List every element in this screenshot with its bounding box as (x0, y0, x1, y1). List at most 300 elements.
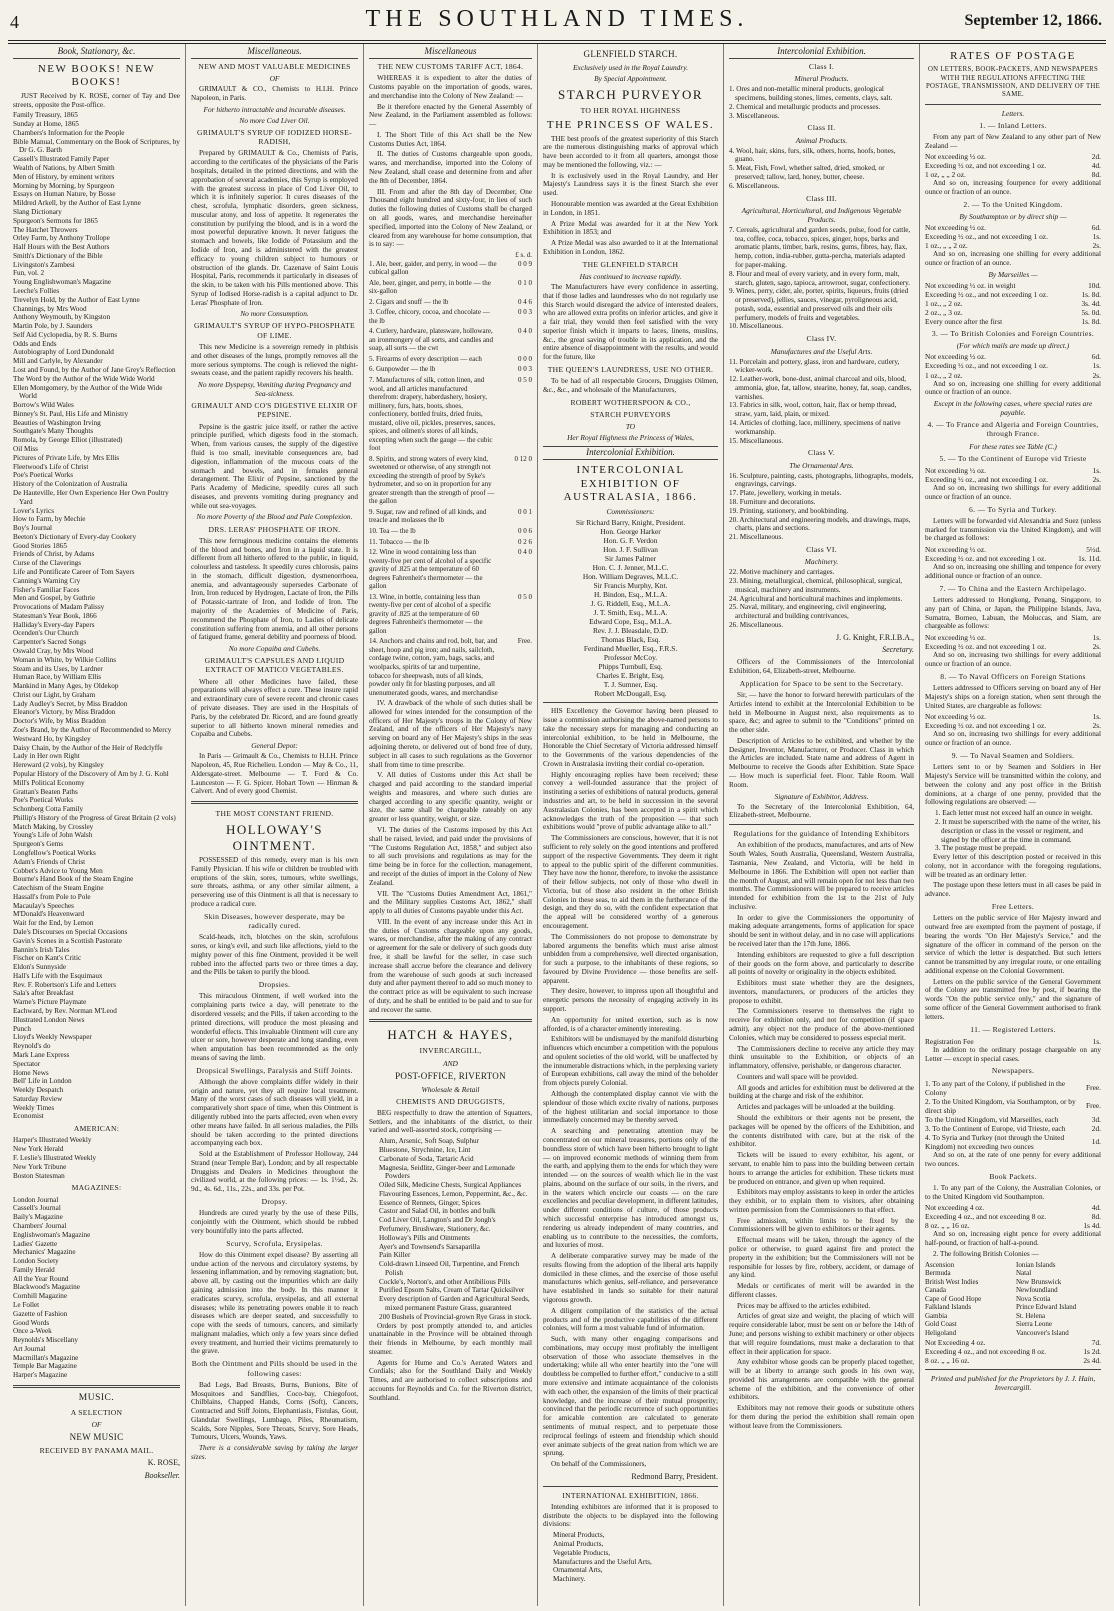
exhibition-text: The Commissioners are conscious, however, that it is not sufficient to rely solely on the good intentions and proffered support of the respective Governments. They deem it right to appeal to the public spirit of the different communities. They have now the honor, therefore, to invoke the assistance of their fellow subjects, not only of those who dwell in Victoria, but of those also resident in the other British Colonies in these seas, to aid them in the furtherance of the design, and they do so, with the confident expectation that the appeal will be considered worthy of a generous encouragement. (543, 834, 718, 930)
column-classes (724, 44, 920, 1606)
maker: ROBERT WOTHERSPOON & CO., (570, 397, 691, 407)
tariff-rate: 0 0 3 (518, 308, 532, 317)
rate-heading: Book Packets. (989, 1171, 1037, 1181)
list-item: Southgate's Many Thoughts (13, 427, 94, 436)
ad-text: Honourable mention was awarded at the Great Exhibition in London, in 1851. (543, 200, 718, 217)
list-item: Hon. J. F. Sullivan (603, 544, 658, 554)
rate-text: Letters addressed to Officers serving on board any of Her Majesty's ships on a foreign station, when sent through the United States, are chargeable as follows: (925, 684, 1101, 710)
list-item: 20. Architectural and engineering models, and drawings, maps, charts, plans and sections. (729, 515, 911, 533)
section-header: Intercolonial Exhibition. (543, 446, 718, 460)
list-item: Oil Miss (13, 445, 38, 454)
rate-label: To the United Kingdom, vid Marseilles, each (925, 1114, 1059, 1124)
rate-row (925, 1079, 1101, 1097)
list-item: London Journal (13, 1195, 59, 1204)
tariff-item: 5. Firearms of every description — each (369, 354, 482, 363)
ad-text: Scald-heads, itch, blotches on the skin, scrofulous sores, or king's evil, and such like affections, yield to the mighty power of this fine Ointment, provided it be well rubbed into the affected parts two or three times a day, and the Pills be taken to purify the blood. (191, 933, 358, 977)
list-item: Magnesia, Seidlitz, Ginger-beer and Lemonade Powders (379, 1163, 515, 1181)
exhibition-text: Intending exhibitors are informed that it is proposed to distribute the objects to be displayed into the following divisions: (543, 1502, 718, 1529)
act-text: V. All duties of Customs under this Act shall be charged and paid according to the standard imperial weights and measures, and where such duties are charged according to any specific quantity, weight or size, the same shall be chargeable rateably on any greater or less quantity, weight, or size. (369, 771, 532, 824)
act-text: I. The Short Title of this Act shall be the New Customs Duties Act, 1864. (369, 130, 532, 148)
form-text: Description of Articles to be exhibited, and whether by the Designer, Inventor, Manufacturer, or Producer. Class in which the Articles are included. State name and address of Agent in Melbourne to receive the Goods after Exhibition. State Space — How much is superficial feet. Floor. Table Room. Wall Room. (729, 736, 914, 789)
list-item: Romola, by George Elliot (illustrated) (13, 436, 123, 445)
tariff-row (369, 455, 532, 508)
signature-title: Bookseller. (144, 1470, 180, 1480)
rate-table (925, 152, 1101, 179)
rate-value: 2s. (1092, 721, 1101, 731)
rate-label: Not exceeding ½ oz. (925, 545, 986, 555)
rate-table (925, 712, 1101, 730)
list-item: 11. Porcelain and pottery, glass, iron and hardware, cutlery, wicker-work. (729, 357, 900, 375)
list-item: Manufactures and the Useful Arts, (553, 1557, 652, 1566)
column-books (8, 44, 186, 1606)
section-label: Letters. (1001, 108, 1025, 118)
ad-note: There is a considerable saving by taking the larger sizes. (191, 1444, 358, 1461)
rate-row (925, 1356, 1101, 1365)
tariff-item: 10. Tea — the lb (369, 527, 416, 535)
tariff-item: 14. Anchors and chains and rod, bolt, bar, and sheet, hoop and pig iron; and nails, sailcloth, cordage twine, cotton, yarn, bags, sacks, and woolpacks, spirits of tar and turpentine, tobacco for sheepwash, nuts of all kinds, powder only fit for blasting purposes, and all unenumerated goods, wares, and merchandise (369, 637, 498, 697)
ad-line: OF (269, 74, 280, 84)
list-item: In order to give the Commissioners the opportunity of making adequate arrangements, forms of application for space should be sent in without delay, and in no case will applications be received later than the 17th June, 1866. (729, 913, 914, 948)
list-item: Cod Liver Oil, Langton's and Dr Jongh's (379, 1216, 496, 1225)
list-item: 2. It must be superscribed with the name of the writer, his description or class in the vessel or regiment, and signed by the officer at the time in command. (935, 817, 1101, 844)
list-item: Temple Bar Magazine (13, 1362, 77, 1371)
list-item: Boy's Journal (13, 524, 53, 533)
subheading: Both the Ointment and Pills should be used in the following cases: (191, 1359, 358, 1378)
tariff-row (369, 593, 532, 638)
product-heading: GRIMAULT'S CAPSULES AND LIQUID EXTRACT OF MATICO VEGETABLES. (204, 656, 345, 675)
rate-value: 7d. (1091, 1337, 1101, 1347)
list-item: Zoe's Brand, by the Author of Recommended to Mercy (13, 726, 172, 735)
list-item: Purified Epsom Salts, Cream of Tartar Quicksilver (379, 1286, 525, 1295)
exhibition-text: They desire, however, to impress upon all thoughtful and energetic persons the necessity of engaging actively in its support. (543, 987, 718, 1014)
ad-text: POSSESSED of this remedy, every man is his own Family Physician. If his wife or children be troubled with eruptions of the skin, sores, tumours, white swellings, sore throats, asthma, or any other similar ailment, a persevering use of this Ointment is all that is necessary to produce a radical cure. (191, 856, 358, 908)
tariff-rate: 0 0 0 (518, 354, 532, 363)
note: No more Consumption. (240, 309, 309, 319)
list-item: 6. Miscellaneous. (729, 181, 780, 190)
list-item: Mark Lane Express (13, 1050, 70, 1059)
currency-header: £ s. d. (515, 251, 532, 260)
rate-value: 1s. (1092, 361, 1101, 371)
rate-heading: 7. — To China and the Eastern Archipelago. (939, 583, 1087, 593)
list-item: 23. Mining, metallurgical, chemical, philosophical, surgical, musical, machinery and instruments. (729, 576, 903, 594)
signature: J. G. Knight, F.R.I.B.A., (835, 632, 914, 642)
list-item: Boston Statesman (13, 1171, 65, 1180)
column-header: Intercolonial Exhibition. (729, 46, 914, 59)
list-item: Cornhill Magazine (13, 1292, 68, 1301)
rate-row (925, 466, 1101, 475)
rate-value: 1s. 8d. (1081, 290, 1101, 300)
exhibition-text: Exhibitors will be undismayed by the manifold disturbing influences which encumber a competition with the populous and opulent societies of the old world, will be unaffected by the innumerable distractions which, in the perplexing variety of European exhibitions, call away the mind of the beholder from objects purely Colonial. (543, 1035, 718, 1088)
rate-row (925, 1338, 1101, 1347)
rate-table (925, 352, 1101, 379)
tariff-item: 11. Tobacco — the lb (369, 537, 429, 546)
list-item: 25. Naval, military, and engineering, civil engineering, architectural and building contrivances, (729, 603, 887, 621)
tariff-row (369, 260, 532, 279)
list-item: Animal Products, (553, 1539, 604, 1548)
rate-row (925, 1115, 1101, 1124)
rate-label: 8 oz. „ „ 16 oz. (925, 1221, 970, 1231)
rate-sub: By Southampton or by direct ship — (959, 212, 1067, 222)
list-item: Lady in Her own Right (13, 752, 80, 761)
list-item: Lover's Lyrics (13, 506, 55, 515)
column-header: Miscellaneous. (191, 46, 358, 59)
list-item: Robert McDougall, Esq. (594, 689, 667, 699)
rate-label: Exceeding 4 oz., and not exceeding 8 oz. (925, 1212, 1047, 1222)
exhibition-title: INTERCOLONIAL EXHIBITION OF AUSTRALASIA, 1866. (563, 464, 698, 504)
rate-label: Not exceeding ½ oz. (925, 223, 986, 233)
rate-label: 2. To the United Kingdom, via Southampton, or by direct ship (925, 1096, 1076, 1115)
list-item: Binney's St. Paul, His Life and Ministry (13, 409, 129, 418)
list-item: 17. Plate, jewellery, working in metals. (729, 489, 842, 498)
issue-date: September 12, 1866. (964, 12, 1102, 29)
rate-table (925, 1079, 1101, 1151)
rate-value: 2d. (1091, 1123, 1101, 1133)
rate-table (925, 466, 1101, 484)
list-item: Castor and Salad Oil, in bottles and bulk (379, 1207, 496, 1216)
list-item: Essence of Rennets, Ginger, Spices (379, 1198, 481, 1207)
tariff-rate: 0 5 0 (518, 592, 532, 601)
rate-value: 1s. (1092, 633, 1101, 643)
list-item: New Brunswick (1016, 1277, 1062, 1286)
rate-text: And so on, at the rate of one penny for every additional two ounces. (925, 1150, 1101, 1168)
ad-line: Exclusively used in the Royal Laundry. (573, 62, 688, 72)
divider (925, 1369, 1101, 1370)
list-item: Edward Cope, Esq., M.L.A. (589, 616, 672, 626)
rate-label: Not exceeding ½ oz. (925, 352, 986, 362)
list-item: Hon. G. F. Verdon (603, 535, 658, 545)
column-medicines (186, 44, 364, 1606)
list-item: An exhibition of the products, manufactures, and arts of New South Wales, South Australia, Queensland, Western Australia, Tasmania, New Zealand, and Victoria, will be held in Melbourne in 1866. The Exhibition will open not earlier than the month of August, and will remain open for not less than two months. The Commissioners will be prepared to receive articles intended for exhibition from the 1st to the 21st of July inclusive. (729, 841, 914, 911)
rate-row (925, 371, 1101, 380)
rate-value: 1d. (1091, 1137, 1101, 1147)
rate-row (925, 1221, 1101, 1230)
list-item: Eldon's Sunnyside (13, 963, 67, 972)
list-item: Chambers' Journal (13, 1221, 67, 1230)
list-item: Christ our Light, by Graham (13, 690, 96, 699)
act-text: IV. A drawback of the whole of such duties shall be allowed for wines intended for the consumption of the officers of Her Majesty's troops in the Colony of New Zealand, and of the officers of Her Majesty's navy serving on board any of Her Majesty's ships in the seas adjoining thereto, or delivered out of bond free of duty, subject in all cases to such regulations as the Governor shall from time to time prescribe. (369, 699, 532, 769)
tariff-item: Ale, beer, ginger, and perry, in bottle — the six-gallon (369, 278, 491, 296)
list-item: 22. Motive machinery and carriages. (729, 568, 835, 577)
ad-title: THE MOST CONSTANT FRIEND. (215, 809, 334, 819)
ad-line: By Special Appointment. (594, 74, 667, 83)
rate-heading: 11. — Registered Letters. (970, 1024, 1056, 1034)
rate-label: 1 oz., „ 2 oz. (925, 299, 963, 309)
list-item: Prince Edward Island (1016, 1303, 1077, 1312)
act-title: THE NEW CUSTOMS TARIFF ACT, 1864. (377, 61, 524, 71)
list-item: Grattan's Beaten Paths (13, 787, 78, 796)
rate-value: 2d. (1091, 152, 1101, 162)
list-item: Flavouring Essences, Lemon, Peppermint, &c., &c. (379, 1189, 528, 1198)
list-item: 4. Wool, hair, skins, furs, silk, others, horns, hoofs, bones, guano. (729, 146, 896, 164)
list-item: Cobbet's Advice to Young Men (13, 866, 103, 875)
ad-text: A Prize Medal was also awarded to it at the International Exhibition in London, 1862. (543, 239, 718, 256)
list-item: Punch (13, 1024, 31, 1033)
ad-text: Agents for Hume and Co.'s Aerated Waters and Cordials; also for the Southland Daily and Weekly Times, and are authorised to collect subscriptions and accounts for Reynolds and Co. for the Riverton district, Southland. (369, 1358, 532, 1402)
list-item: Reynolds's Miscellany (13, 1336, 78, 1345)
section-heading: MAGAZINES: (71, 1183, 122, 1193)
rate-label: 1 oz., „ „ 2 oz. (925, 241, 968, 251)
column-starch-exhibition (538, 44, 724, 1606)
list-item: Statesman's Year Book, 1866 (13, 611, 97, 620)
list-item: Holloway's Pills and Ointments (379, 1233, 470, 1242)
rate-value: 8d. (1091, 170, 1101, 180)
ad-text: This miraculous Ointment, if well worked into the complaining parts twice a day, will penetrate to the disordered vessels; and the Pills, if taken according to the printed directions, will produce the most pleasing and wonderful effects. This invaluable Ointment will cure any ulcer or sore, however desperate and long standing, even when amputation has been recommended as the only means of saving the limb. (191, 992, 358, 1062)
list-item: Bourne's Hand Book of the Steam Engine (13, 875, 134, 884)
tariff-rate: 0 5 0 (518, 375, 532, 384)
list-item: Cold-drawn Linseed Oil, Turpentine, and French Polish (379, 1260, 520, 1277)
rate-label: Not Exceeding 4 oz. (925, 1337, 986, 1347)
list-item: Halliday's Every-day Papers (13, 620, 95, 629)
list-item: Hassall's from Pole to Pole (13, 892, 91, 901)
rate-label: Registration Fee (925, 1036, 974, 1046)
list-item: Le Follet (13, 1300, 40, 1309)
list-item: Macmillan's Magazine (13, 1353, 79, 1362)
list-item: Human Race, by William Ellis (13, 673, 102, 682)
rate-value: 10d. (1088, 281, 1101, 290)
list-item: 24. Agricultural and horticultural machines and implements. (729, 594, 903, 603)
list-item: Saturday Review (13, 1094, 63, 1103)
product-text: Prepared by GRIMAULT & Co., Chemists of Paris, according to the certificates of the physicians of the Paris hospitals, detailed in the printed directions, and with the approbation of several academies, this Syrup is employed with the greatest success in place of Cod Liver Oil, to which it is infinitely superior. It cures diseases of the chest, scrofula, lymphatic disorders, green sickness, muscular atony, and loss of appetite. It regenerates the constitution by purifying the blood, and is in a word the most powerful depurative known. It never fatigues the stomach and bowels, like Iodide of Potassium and the Iodide of Iron, and is administered with the greatest efficacy to young children subject to humours or obstruction of the glands. Dr. Cazenave of Saint Louis Hospital, Paris, recommends it particularly in diseases of the skin, to be taken with his Pills mentioned above. This Syrup of Iodised Horse-radish is a capital adjunct to Dr. Leras' Phosphate of Iron. (191, 149, 358, 307)
divider (729, 824, 914, 825)
list-item: Beeton's Dictionary of Every-day Cookery (13, 532, 137, 541)
tariff-row (369, 298, 532, 309)
book-list (13, 111, 180, 1121)
tariff-rate: 0 12 0 (514, 454, 532, 463)
rate-value: 1s. (1092, 232, 1101, 242)
list-item: Young's Life of John Walsh (13, 831, 93, 840)
list-item: 200 Bushels of Provincial-grown Rye Grass in stock. (379, 1312, 532, 1321)
tariff-item: 8. Spirits, and strong waters of every kind, sweetened or otherwise, of any strength not exceeding the strength of proof by Syke's hydrometer, and so on in proportion for any greater strength than the strength of proof — the gallon (369, 454, 495, 506)
list-item: Hereward (2 vols), by Kingsley (13, 761, 104, 770)
list-item: Sir James Palmer (604, 553, 657, 563)
list-item: 26. Miscellaneous. (729, 620, 784, 629)
rate-heading: 1. — Inland Letters. (979, 120, 1047, 130)
product-text: This new ferruginous medicine contains the elements of the blood and bones, and Iron in a liquid state. It is different from all hitherto offered to the public, in liquid, colourless and tasteless. It speedily cures chlorosis, pains in the stomach, difficult digestion, dysmenorrhoea, anemia, and advantageously supersedes Carbonate of Iron, Iron reduced by Hydrogen, Lactate of Iron, the Pills of Potassic-tartrate of Iron, and Iodide of Iron. The majority of the Academies of Medicine of Paris, recommend the Phosphate of Iron, to Ladies of delicate constitution suffering from anemia, and all other persons of fatigued frame, general debility and poorness of blood. (191, 536, 358, 642)
list-item: Any exhibitor whose goods can be properly placed together, will be at liberty to arrange such goods in his own way, provided his arrangements are compatible with the general scheme of the exhibition, and the convenience of other exhibitors. (729, 1358, 914, 1402)
list-item: Lloyd's Weekly Newspaper (13, 1033, 92, 1042)
list-item: 13. Fabrics in silk, wool, cotton, hair, flax or hemp thread, straw, yarn, laid, plain, or mixed. (729, 401, 897, 419)
list-item: Men of History, by eminent writers (13, 172, 115, 181)
exhibition-text: Highly encouraging replies have been received; these convey a well-founded assurance that the project of instituting a series of exhibitions of natural products, general industries and art, to be held in succession in the several Australasian Colonies, has been accepted in a spirit which acknowledges the truth of the proposition — that such exhibitions would "prove of public advantage alike to all." (543, 770, 718, 832)
list-item: Phillip's History of the Progress of Great Britain (2 vols) (13, 813, 176, 822)
list-item: Exhibitors must state whether they are the designers, inventors, manufacturers, or producers of the articles they propose to exhibit. (729, 979, 914, 1005)
divider (925, 104, 1101, 105)
rate-row (925, 361, 1101, 370)
rate-text: For these rates see Table (C.) (969, 441, 1057, 451)
class-heading: Class III. (806, 193, 837, 203)
list-item: 21. Miscellaneous. (729, 533, 784, 542)
list-item: Match Making, by Crossley (13, 822, 94, 831)
list-item: Counters and wall space will be provided. (737, 1072, 858, 1081)
rate-row (925, 223, 1101, 232)
ad-title: GLENFIELD STARCH. (583, 49, 678, 59)
list-item: Carbonate of Soda, Tartaric Acid (379, 1154, 474, 1163)
exhibition-text: On behalf of the Commissioners, (551, 1460, 647, 1469)
list-item: Spurgeon's Gems (13, 840, 64, 849)
list-item: 8. Flour and meal of every variety, and in every form, malt, starch, gluten, sago, tapioca, arrowroot, sugar, confectionery. (729, 269, 911, 287)
list-item: British West Indies (925, 1277, 979, 1286)
column-header: Book, Stationary, &c. (13, 46, 180, 59)
class-heading: Class VI. (806, 544, 837, 554)
list-item: Fisher's Familiar Faces (13, 585, 80, 594)
ad-line: CHEMISTS AND DRUGGISTS, (396, 1096, 505, 1106)
rate-value: 5s. 0d. (1081, 308, 1101, 318)
tariff-row (369, 308, 532, 327)
tariff-item: 13. Wine, in bottle, containing less than twenty-five per cent of alcohol of a specific gravity of .825 at the temperature of 60 degrees Fahrenheit's thermometer — the gallon (369, 592, 492, 635)
rate-label: Exceeding ½ oz. and not exceeding 1 oz. (925, 721, 1047, 731)
postage-subtitle: ON LETTERS, BOOK-PACKETS, AND NEWSPAPERS WITH THE REGULATIONS AFFECTING THE POSTAGE, TRANSMISSION, AND DELIVERY OF THE SAME. (925, 66, 1101, 99)
list-item: Natal (1016, 1269, 1032, 1278)
class-list (729, 358, 914, 446)
rate-label: Exceeding ½ oz., and not exceeding 1 oz. (925, 232, 1048, 242)
tariff-rate: 0 4 0 (518, 327, 532, 336)
list-item: Vegetable Products, (553, 1548, 611, 1557)
music-heading: MUSIC. (78, 1393, 115, 1403)
ad-title-large: THE PRINCESS OF WALES. (546, 119, 715, 132)
list-item: Essays on Human Nature, by Bosse (13, 190, 116, 199)
list-item: Orley Farm, by Anthony Trollope (13, 234, 110, 243)
list-item: Thomas Black, Esq. (600, 635, 661, 645)
list-item: Daisy Chain, by the Author of the Heir of Redclyffe (13, 743, 163, 752)
rate-heading: 9. — To Naval Seamen and Soldiers. (951, 751, 1075, 760)
act-text: VI. The duties of the Customs imposed by this Act shall be raised, levied, and paid under the provisions of "The Customs Regulation Act, 1858," and subject also to all such provisions and regulations as may for the time being be in force for the collection, management, and receipt of the duties of import in the Colony of New Zealand. (369, 826, 532, 887)
rate-label: 4. To Syria and Turkey (not through the United Kingdom) not exceeding two ounces (925, 1132, 1065, 1151)
tariff-row (369, 376, 532, 455)
list-item: The Word by the Author of the Wide Wide World (13, 374, 155, 383)
list-item: Economist (13, 1112, 44, 1121)
rate-label: 1 oz., „ 2 oz. (925, 370, 963, 380)
divider (369, 1019, 532, 1022)
list-item: 18. Furniture and decorations. (729, 497, 816, 506)
rate-label: Exceeding ½ oz., and not exceeding 1 oz. (925, 361, 1048, 371)
list-item: Beauties of Washington Irving (13, 418, 101, 427)
list-item: Articles of great size and weight, the placing of which will require considerable labor, must be sent on or before the 14th of June; and persons wishing to exhibit machinery or other objects that will require foundations, must make a declaration to that effect in their application for space. (729, 1312, 914, 1356)
rate-table (925, 545, 1101, 563)
ad-text: A Prize Medal was awarded for it at the New York Exhibition in 1853; and (543, 219, 718, 237)
list-item: All goods and articles for exhibition must be delivered at the building at the charge and risk of the exhibitor. (729, 1083, 914, 1101)
rate-text: Letters addressed to Hongkong, Penang, Singapore, to any part of China, or Japan, the Philippine Islands, Java, Sumatra, Borneo, Labuan, the Moluccas, and Siam, are chargeable as follows: (925, 596, 1101, 631)
list-item: Bluestone, Strychnine, Ice, Lint (379, 1145, 471, 1154)
tariff-rate: 0 0 6 (518, 527, 532, 535)
list-item: St. Helena (1016, 1311, 1046, 1320)
tariff-row (369, 637, 532, 699)
list-item: Family Treasury, 1865 (13, 111, 78, 120)
act-text: VII. The "Customs Duties Amendment Act, 1861," and the Military supplies Customs Act, 1862," shall apply to all duties of Customs payable under this Act. (369, 889, 532, 916)
ad-text: Although the above complaints differ widely in their origin and nature, yet they all require local treatment. Many of the worst cases of such diseases will yield, in a comparatively short space of time, when this Ointment is diligently rubbed into the parts affected, even when every other means have failed. In all serious maladies, the Pills should be taken according to the printed directions accompanying each box. (191, 1077, 358, 1148)
ad-text: Bad Legs, Bad Breasts, Burns, Bunions, Bite of Mosquitoes and Sandflies, Coco-bay, Chiegofoot, Chilblains, Chapped Hands, Corns (Soft), Cancers, Contracted and Stiff Joints, Elephantiasis, Fistulas, Gout, Glandular Swellings, Lumbago, Piles, Rheumatism, Scalds, Sore Nipples, Sore Throats, Scurvy, Sore Heads, Tumours, Ulcers, Wounds, Yaws. (191, 1380, 358, 1442)
list-item: Medals or certificates of merit will be awarded in the different classes. (729, 1282, 914, 1299)
list-item: Martin Pole, by J. Saunders (13, 322, 93, 331)
subheading: THE QUEEN'S LAUNDRESS, USE NO OTHER. (547, 365, 714, 375)
list-item: Self Aid Cyclopedia, by R. S. Burns (13, 330, 118, 339)
rate-label: Exceeding 4 oz., and not exceeding 8 oz. (925, 1346, 1047, 1356)
list-item: Intending exhibitors are requested to give a full description of their goods on the form above, and particularly to describe all points of novelty or originality in the objects exhibited. (729, 950, 914, 977)
class-heading: Class II. (807, 123, 836, 133)
list-item: Provocations of Madam Palissy (13, 603, 105, 612)
column-tariff (364, 44, 538, 1606)
list-item: Westward Ho, by Kingsley (13, 734, 91, 743)
tariff-rate: 0 0 9 (518, 259, 532, 268)
rate-value: 2s. (1092, 241, 1101, 251)
magazine-list (13, 1196, 180, 1380)
rate-text: And so on, increasing one shilling for every additional ounce or fraction of an ounce. (925, 250, 1101, 268)
ad-title: HATCH & HAYES, (387, 1027, 514, 1043)
columns (8, 43, 1106, 1606)
list-item: Life and Pontificate Career of Tom Sayers (13, 567, 135, 576)
rate-value: 1s. (1092, 465, 1101, 475)
rate-row (925, 554, 1101, 563)
list-item: Steam and its Uses, by Lardner (13, 664, 103, 673)
list-item: Baily's Magazine (13, 1213, 63, 1222)
rate-value: 2s 4d. (1083, 1355, 1101, 1365)
list-item: Illustrated London News (13, 1015, 85, 1024)
rate-row (925, 299, 1101, 308)
tariff-rate: Free. (517, 637, 532, 646)
class-subheading: Machinery. (804, 557, 839, 567)
rate-label: Exceeding ½ oz., and not exceeding 1 oz. (925, 474, 1048, 484)
rate-row (925, 1347, 1101, 1356)
list-item: Adam's Friends of Christ (13, 857, 86, 866)
subheading: Application for Space to be sent to the Secretary. (739, 678, 904, 688)
tariff-item: 3. Coffee, chicory, cocoa, and chocolate — the lb (369, 308, 490, 325)
exhibition-text: The Commissioners do not propose to demonstrate by labored arguments the benefits which must arise almost unbidden from a comprehensive, well directed organisation, for such a purpose, to the inhabitants of these regions, so favoured by Divine Providence — those benefits are self-apparent. (543, 932, 718, 985)
list-item: London Society (13, 1257, 59, 1266)
list-item: Odds and Ends (13, 339, 57, 348)
list-item: Perfumery, Brushware, Stationery, &c. (379, 1224, 491, 1233)
list-item: Pictures of Private Life, by Mrs Ellis (13, 453, 119, 462)
ad-tagline: For hitherto intractable and incurable diseases. (203, 104, 346, 114)
class-list (729, 226, 914, 331)
rate-heading: Newspapers. (991, 1066, 1035, 1076)
tariff-item: 12. Wine in wood containing less than twenty-five per cent of alcohol of a specific gravity of .825 at the temperature of 60 degrees Fahrenheit's thermometer — the gallon (369, 548, 492, 591)
list-item: Sir Francis Murphy, Knt. (593, 580, 668, 590)
list-item: Slang Dictionary (13, 207, 62, 216)
note: No more Dyspepsy, Vomiting during Pregnancy and Sea-sickness. (197, 380, 352, 399)
list-item: Curse of the Claverings (13, 559, 82, 568)
list-item: Reynold's do (13, 1042, 51, 1051)
ad-title-large: HOLLOWAY'S OINTMENT. (225, 822, 324, 854)
list-item: The Commissioners decline to receive any article they may think unsuitable to the Exhibition, or objects of an inflammatory, offensive, perishable, or dangerous character. (729, 1044, 914, 1071)
rate-value: 2s. (1092, 474, 1101, 484)
act-text: Be it therefore enacted by the General Assembly of New Zealand, in the Parliament assembled as follows: — (369, 102, 532, 129)
maker: Her Royal Highness the Princess of Wales, (567, 433, 694, 443)
rate-heading: 5. — To the Continent of Europe vid Trieste (939, 453, 1087, 463)
list-item: Englishwoman's Magazine (13, 1230, 91, 1239)
rate-table (925, 1338, 1101, 1365)
rate-table (925, 1203, 1101, 1230)
maker: TO (625, 422, 636, 432)
exhibition-text: A diligent compilation of the statistics of the actual products and of the productive capabilities of the different colonies, will form a most valuable fund of information. (543, 1306, 718, 1333)
list-item: Bermuda (925, 1269, 951, 1278)
rate-row (925, 1203, 1101, 1212)
divider (191, 801, 358, 804)
rate-text: Every letter of this description posted or received in this colony, not in accordance with the foregoing regulations, will be treated as an ordinary letter. (925, 853, 1101, 879)
list-item: Lost and Found, by the Author of Jane Grey's Reflection (13, 366, 176, 374)
list-item: Tickets will be issued to every exhibitor, his agent, or servant, to enable him to pass into the building between certain hours to arrange the articles for exhibition. These tickets must be produced on entrance, and given up when required. (729, 1151, 914, 1186)
rate-label: 8 oz. „ „ 16 oz. (925, 1355, 970, 1365)
product-text: This new Medicine is a sovereign remedy in phthisis and other diseases of the lungs, promptly removes all the more serious symptoms. The cough is relieved the night-sweats cease, and the patient rapidly recovers his health. (191, 342, 358, 378)
list-item: 7. Cereals, agricultural and garden seeds, pulse, food for cattle, tea, coffee, coca, tobacco, spices, ginger, hops, barks and aromatic plants, timber, bark, resins, gums, fibres, hay, flax, hemp, cotton, india-rubber, gutta-percha, materials adapted for paper-making. (729, 225, 911, 269)
list-item: Half Hours with the Best Authors (13, 243, 110, 252)
list-item: Channings, by Mrs Wood (13, 304, 87, 313)
rate-heading: Free Letters. (991, 901, 1035, 911)
list-item: Trevelyn Hold, by the Author of East Lynne (13, 295, 140, 304)
list-item: Cassell's Illustrated Family Paper (13, 155, 110, 164)
class-list (729, 568, 914, 629)
depot-text: In Paris — Grimault & Co., Chemists to H.I.H. Prince Napoleon, 45, Rue Richelieu. London — May & Co., 11, Aldersgate-street. Melbourne — T. Ford & Co. Launceston — F. G. Spicer. Hobart Town — Hinman & Calvert. And of every good Chemist. (191, 752, 358, 796)
rate-label: Exceeding ½ oz., and not exceeding 1 oz. (925, 290, 1048, 300)
list-item: Canning's Warning Cry (13, 576, 81, 585)
